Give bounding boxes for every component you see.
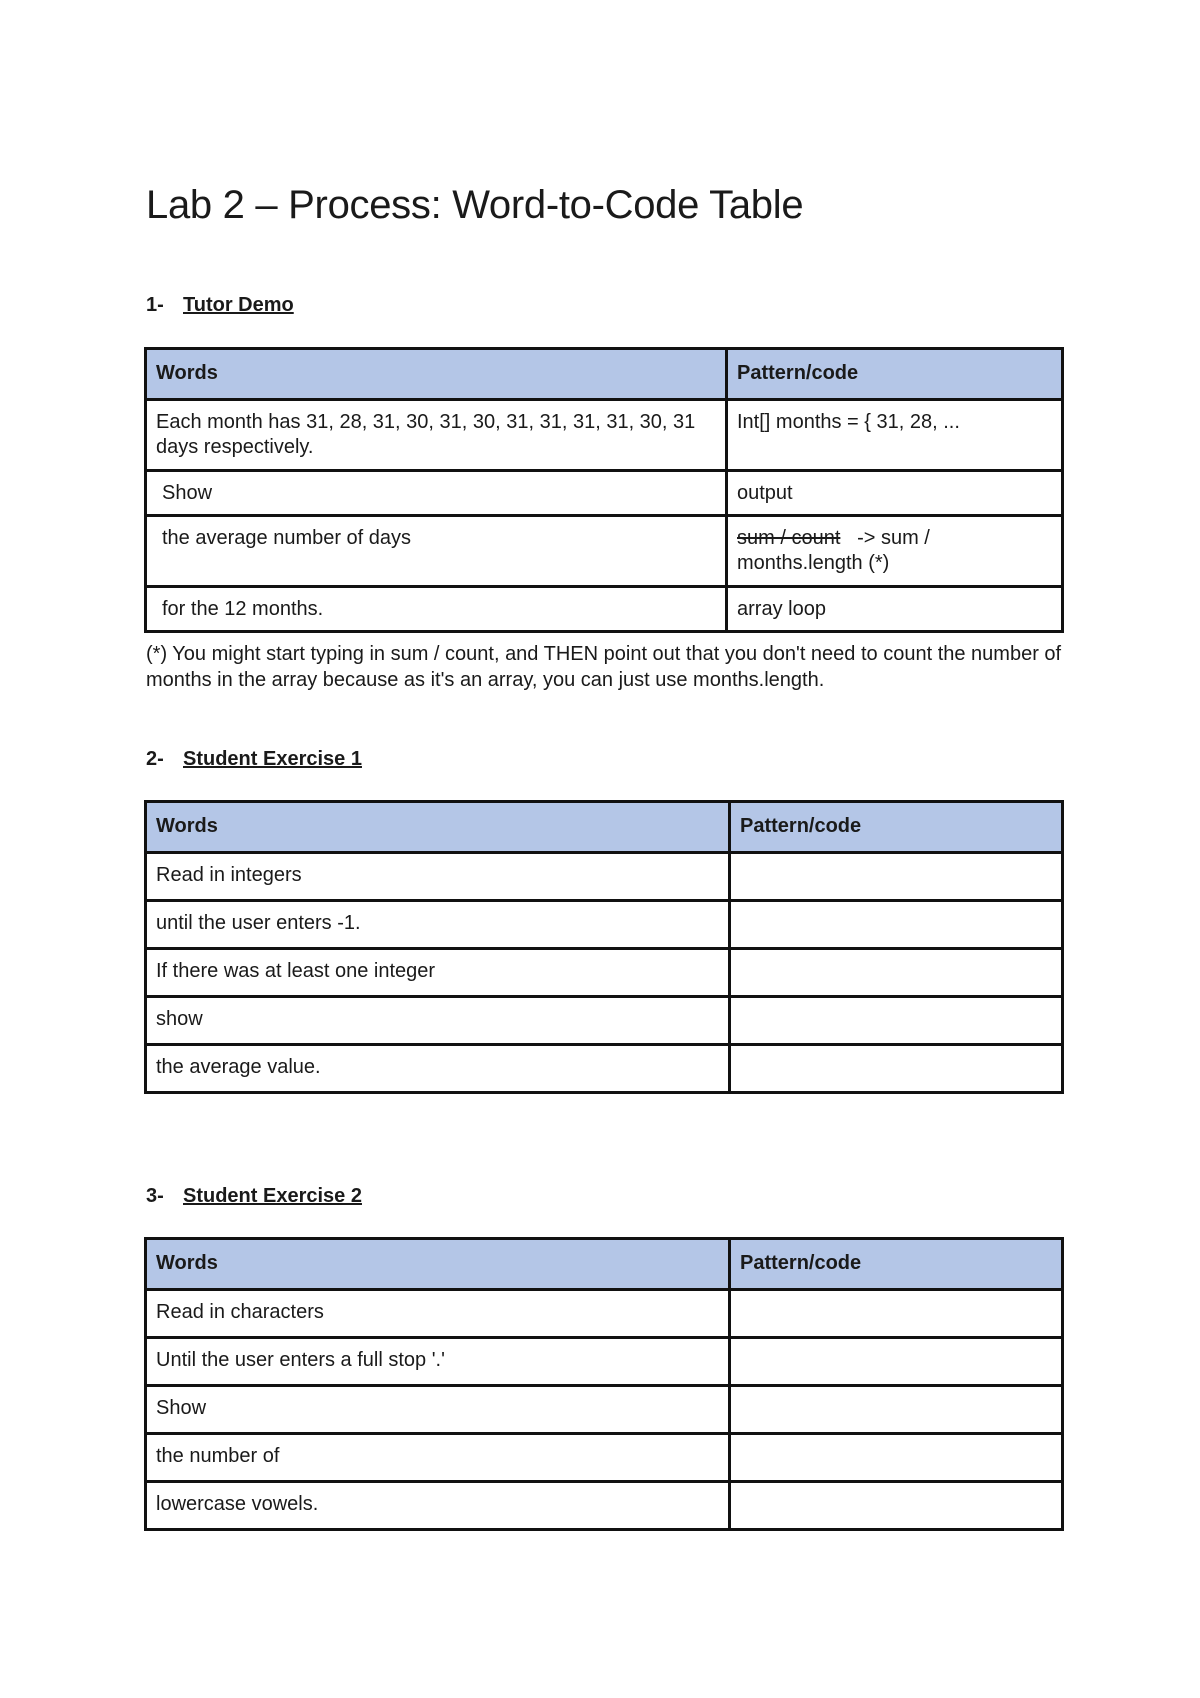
words-cell: Read in integers (146, 853, 730, 901)
section-number: 1- (146, 294, 164, 316)
table-row (146, 1045, 1063, 1093)
table-row (146, 901, 1063, 949)
words-cell: until the user enters -1. (146, 901, 730, 949)
code-cell (727, 516, 1063, 587)
words-cell: Read in characters (146, 1290, 730, 1338)
code-cell: Int[] months = { 31, 28, ... (727, 400, 1063, 471)
code-cell[interactable] (730, 1290, 1063, 1338)
words-cell: Until the user enters a full stop '.' (146, 1338, 730, 1386)
code-column-header: Pattern/code (730, 802, 1063, 853)
code-column-header: Pattern/code (730, 1239, 1063, 1290)
section-label: Tutor Demo (183, 294, 294, 316)
code-cell[interactable] (730, 1434, 1063, 1482)
code-cell[interactable] (730, 1338, 1063, 1386)
code-cell[interactable] (730, 901, 1063, 949)
table-header-row (146, 1239, 1063, 1290)
table-row (146, 997, 1063, 1045)
section-label: Student Exercise 1 (183, 748, 362, 770)
code-cell: array loop (727, 587, 1063, 632)
table-header-row (146, 802, 1063, 853)
words-cell: the number of (146, 1434, 730, 1482)
table-row (146, 400, 1063, 471)
code-text: -> sum / months.length (*) (737, 527, 930, 574)
words-column-header: Words (146, 802, 730, 853)
words-cell (146, 516, 727, 587)
table-row (146, 949, 1063, 997)
code-cell[interactable] (730, 1386, 1063, 1434)
student-exercise-2-table (144, 1237, 1064, 1531)
section-label: Student Exercise 2 (183, 1185, 362, 1207)
table-row (146, 516, 1063, 587)
words-column-header: Words (146, 1239, 730, 1290)
table-row (146, 1482, 1063, 1530)
code-cell[interactable] (730, 1482, 1063, 1530)
table-row (146, 587, 1063, 632)
code-cell[interactable] (730, 949, 1063, 997)
words-cell (146, 471, 727, 516)
table-row (146, 1434, 1063, 1482)
section-heading-tutor-demo (146, 294, 294, 317)
table-row (146, 471, 1063, 516)
words-cell: Show (146, 1386, 730, 1434)
words-cell (146, 587, 727, 632)
words-text: the average number of days (162, 527, 412, 549)
code-cell[interactable] (730, 1045, 1063, 1093)
tutor-demo-table (144, 347, 1064, 633)
code-cell: output (727, 471, 1063, 516)
table-header-row (146, 349, 1063, 400)
table-row (146, 1290, 1063, 1338)
student-exercise-1-table (144, 800, 1064, 1094)
table-row (146, 853, 1063, 901)
table-row (146, 1386, 1063, 1434)
words-cell: If there was at least one integer (146, 949, 730, 997)
section-heading-student-exercise-2 (146, 1185, 362, 1208)
words-cell: the average value. (146, 1045, 730, 1093)
code-cell[interactable] (730, 853, 1063, 901)
words-cell: Each month has 31, 28, 31, 30, 31, 30, 31, 31, 31, 31, 30, 31 days respectively. (146, 400, 727, 471)
code-column-header: Pattern/code (727, 349, 1063, 400)
section-heading-student-exercise-1 (146, 748, 362, 771)
words-text: for the 12 months. (162, 598, 324, 620)
code-cell[interactable] (730, 997, 1063, 1045)
document-title: Lab 2 – Process: Word-to-Code Table (146, 183, 804, 227)
words-text: Show (162, 482, 213, 504)
words-column-header: Words (146, 349, 727, 400)
footnote: (*) You might start typing in sum / count, and THEN point out that you don't need to count the number of months in the array because as it's an array, you can just use months.length. (146, 643, 1062, 691)
table-row (146, 1338, 1063, 1386)
words-cell: lowercase vowels. (146, 1482, 730, 1530)
words-cell: show (146, 997, 730, 1045)
section-number: 2- (146, 748, 164, 770)
section-number: 3- (146, 1185, 164, 1207)
struck-code-text: sum / count (737, 527, 841, 549)
